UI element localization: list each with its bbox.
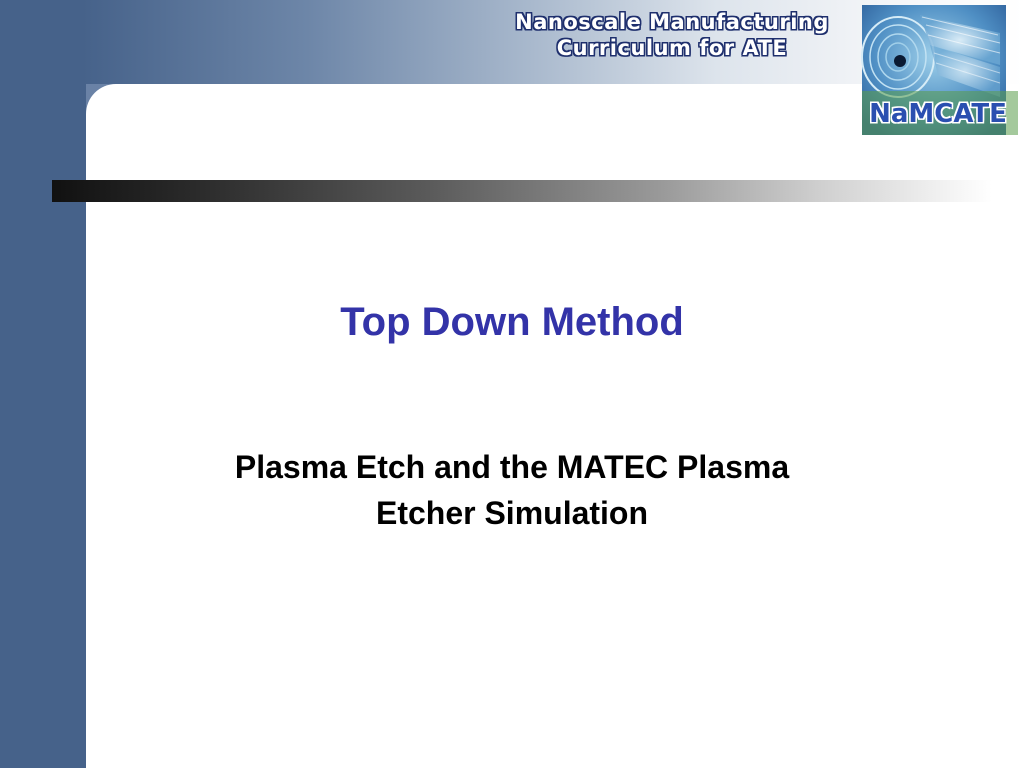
slide-subtitle-line2: Etcher Simulation [375,495,649,531]
header-title-line1: Nanoscale Manufacturing [515,10,829,34]
header-title [498,9,846,61]
slide-subtitle-line1: Plasma Etch and the MATEC Plasma [234,449,790,485]
header-title-line2: Curriculum for ATE [556,36,788,60]
left-sidebar-band [0,0,86,768]
logo-text: NaMCATE [869,99,1007,129]
namcate-logo [860,5,1018,139]
slide-subtitle [116,444,908,536]
divider-bar [52,180,992,202]
slide-title: Top Down Method [340,300,684,344]
